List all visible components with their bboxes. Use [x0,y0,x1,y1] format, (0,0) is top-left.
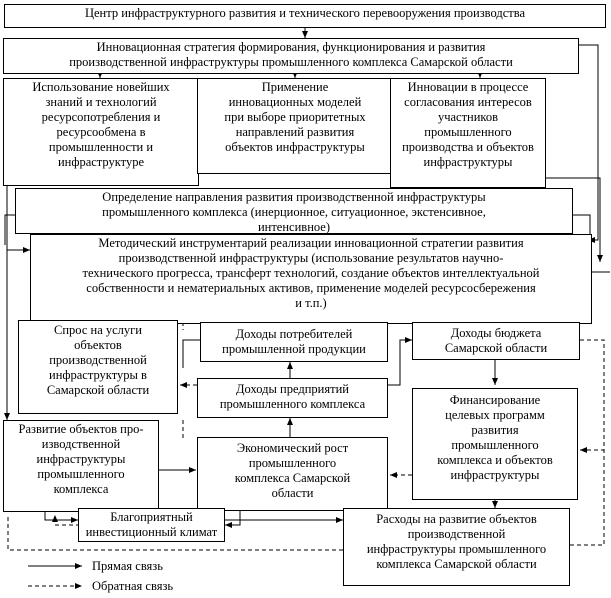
toolkit-node-label: Методический инструментарий реализации инновационной стратегии развития производственной инфраструктуры (использование результатов научно- технического прогресса, трансферт технологий, создание объектов интеллектуальной собственности и нематериальных активов, применение моделей ресурсосбережения и т.п.) [82,236,540,310]
link-strategy-right-down [578,45,598,240]
direction-node-label: Определение направления развития производственной инфраструктуры промышленного комплекса (инерционное, ситуационное, экстенсивное, интенсивное) [102,190,486,234]
demand-node-label: Спрос на услуги объектов производственной инфраструктуры в Самарской области [46,323,150,397]
models-node [197,78,393,174]
growth-node-label: Экономический рост промышленного комплекса Самарской области [234,441,351,500]
coordination-node-label: Инновации в процессе согласования интересов участников промышленного производства и объектов инфраструктуры [402,80,534,169]
center-node [4,4,606,28]
financing-node [412,388,578,500]
consumer-income-node-label: Доходы потребителей промышленной продукции [222,327,366,356]
new-knowledge-node-label: Использование новейших знаний и технологий ресурсопотребления и ресурсообмена в промышленности и инфраструктуре [32,80,170,169]
financing-node-label: Финансирование целевых программ развития промышленного комплекса и объектов инфраструктуры [437,393,553,482]
link-enterprise-to-budget [388,340,412,385]
legend-direct-label: Прямая связь [92,559,163,573]
development-node [3,420,159,512]
enterprise-income-node-label: Доходы предприятий промышленного комплекса [219,382,366,411]
budget-income-node [412,322,580,360]
toolkit-node [30,234,592,324]
coordination-node [390,78,546,188]
enterprise-income-node [197,378,388,418]
climate-node [78,508,225,542]
new-knowledge-node [3,78,199,186]
strategy-node [3,38,579,74]
strategy-node-label: Инновационная стратегия формирования, функционирования и развития производственной инфраструктуры промышленного комплекса Самарской области [69,40,513,69]
expenses-node-label: Расходы на развитие объектов производственной инфраструктуры промышленного комплекса Самарской области [366,512,547,571]
climate-node-label: Благоприятный инвестиционный климат [85,510,218,539]
link-growth-to-climate [225,510,240,525]
direction-node [15,188,573,234]
link-development-to-climate [45,512,78,520]
growth-node [197,437,388,511]
consumer-income-node [200,322,388,362]
budget-income-node-label: Доходы бюджета Самарской области [444,326,548,355]
expenses-node [343,508,570,586]
development-node-label: Развитие объектов про- изводственной инфраструктуры промышленного комплекса [18,422,144,496]
feedback-budget-to-financing [580,340,604,450]
center-node-label: Центр инфраструктурного развития и технического перевооружения производства [84,6,526,20]
models-node-label: Применение инновационных моделей при выборе приоритетных направлений развития объектов инфраструктуры [224,80,366,154]
legend-feedback-label: Обратная связь [92,579,174,593]
link-consumer-left [183,340,200,368]
demand-node [18,320,178,414]
